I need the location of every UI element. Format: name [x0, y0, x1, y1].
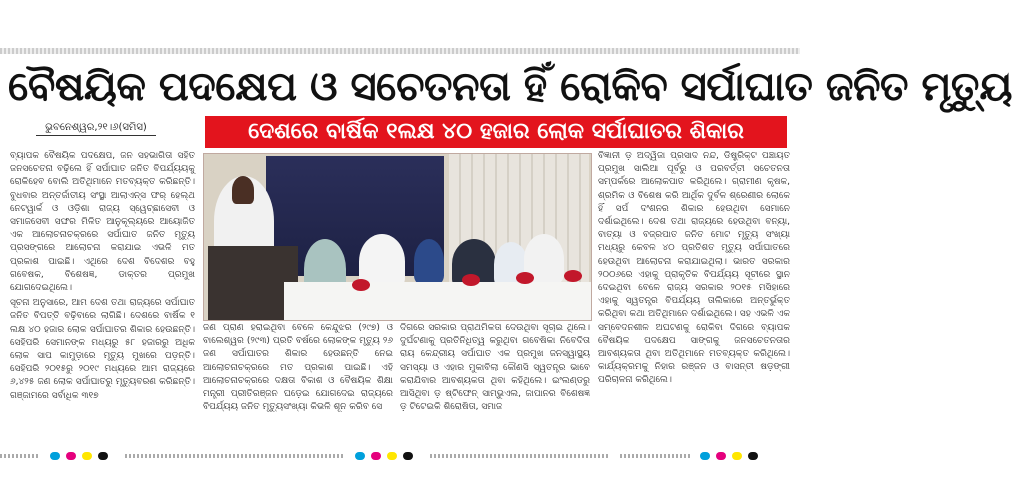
print-stripe [430, 454, 610, 458]
column-1 [10, 150, 195, 428]
top-border [0, 48, 800, 54]
bouquet [516, 272, 534, 284]
event-photo [203, 153, 592, 321]
magenta-mark [66, 452, 76, 460]
bouquet [352, 279, 370, 291]
yellow-mark [732, 452, 742, 460]
cyan-mark [355, 452, 365, 460]
print-stripe [125, 454, 345, 458]
column-2 [203, 322, 393, 428]
paragraph: ଜଣ ପ୍ରାଣ ହରାଇଥିବା ବେଳେ କେନ୍ଦୁଝର (୨୯୭) ଓ ବାଲେଶ୍ୱର (୨୯୩) ପ୍ରତି ବର୍ଷରେ ଲୋକଙ୍କ ମୃତ୍ୟୁ ୨୬ ଜଣ ସର୍ପାଘାତର ଶିକାର ହେଉଛନ୍ତି ନେଇ ଆଲୋଚନାଚକ୍ରରେ ମତ ପ୍ରକାଶ ପାଇଛି। ଏହି ଆଲୋଚନାଚକ୍ରରେ ଦକ୍ଷତା ବିକାଶ ଓ ବୈଷୟିକ ଶିକ୍ଷା ମନ୍ତ୍ରୀ ପ୍ରୀତିରଞ୍ଜନ ଘଡ଼େଇ ଯୋଗଦେଇ ରାଜ୍ୟରେ ବିପର୍ଯ୍ୟୟ ଜନିତ ମୃତ୍ୟୁସଂଖ୍ୟା କିଭଳି ଶୂନ କରିବ ସେ [203, 323, 393, 413]
registration-marks [700, 452, 764, 460]
cyan-mark [700, 452, 710, 460]
black-mark [403, 452, 413, 460]
yellow-mark [82, 452, 92, 460]
black-mark [98, 452, 108, 460]
paragraph: ବିଜ୍ଞାନୀ ଡ଼ ଅଦ୍ୱିଜା ପ୍ରସାଦ ନନ୍ଦ, ଡିଷ୍ଟ୍ରିକ୍ଟ ପଞ୍ଚାୟତ ପ୍ରମୁଖ ସାଲିଆ ପୂର୍ବରୁ ଓ ପରବର୍ତ୍ତୀ ସଚେତନତା ସମ୍ପର୍କରେ ଆଲୋକପାତ କରିଥିଲେ। ଗ୍ରାମୀଣ କୃଷକ, ଶ୍ରମିକ ଓ ବିଶେଷ କରି ଆର୍ଥିକ ଦୁର୍ବଳ ଶ୍ରେଣୀର ଲୋକେ ହିଁ ସର୍ପ ଦଂଶନର ଶିକାର ହେଉଥିବା ସେମାନେ ଦର୍ଶାଇଥିଲେ। ଦେଶ ତଥା ରାଜ୍ୟରେ ହେଉଥିବା ବନ୍ୟା, ବାତ୍ୟା ଓ ବଜ୍ରପାତ ଜନିତ ମୋଟ ମୃତ୍ୟୁ ସଂଖ୍ୟା ମଧ୍ୟରୁ କେବଳ ୪୦ ପ୍ରତିଶତ ମୃତ୍ୟୁ ସର୍ପାଘାତରେ ହେଉଥିବା ଆଲୋଚନା କରାଯାଇଥିଲା। ଭାରତ ସରକାର ୨୦୦୬ରେ ଏହାକୁ ପ୍ରାକୃତିକ ବିପର୍ଯ୍ୟୟ ସୂଚୀରେ ସ୍ଥାନ ଦେଇଥିବା ବେଳେ ରାଜ୍ୟ ସରକାର ୨୦୧୫ ମସିହାରେ ଏହାକୁ ସ୍ୱତନ୍ତ୍ର ବିପର୍ଯ୍ୟୟ ତାଲିକାରେ ଅନ୍ତର୍ଭୁକ୍ତ କରିଥିବା କଥା ଅତିଥିମାନେ ଦର୍ଶାଇଥିଲେ। ସହ ଏଭଳି ଏକ ସମ୍ବେଦନଶୀଳ ଅଘଟଣକୁ ରୋକିବା ଦିଗରେ ବ୍ୟାପକ ବୈଷୟିକ ପଦକ୍ଷେପ ସାଙ୍ଗକୁ ଜନସଚେତନତାର ଆବଶ୍ୟକତା ଥିବା ଅତିଥିମାନେ ମତବ୍ୟକ୍ତ କରିଥିଲେ। କାର୍ଯ୍ୟକ୍ରମକୁ ନିହାର ରଞ୍ଜନ ଓ ବାସନ୍ତୀ ଷଡ଼ଙ୍ଗୀ ପରିଚାଳନା କରିଥିଲେ। [598, 151, 790, 386]
magenta-mark [371, 452, 381, 460]
subheadline-banner: ଦେଶରେ ବାର୍ଷିକ ୧ଲକ୍ଷ ୪୦ ହଜାର ଲୋକ ସର୍ପାଘାତର ଶିକାର [205, 116, 787, 148]
column-4 [598, 150, 790, 428]
print-stripe [0, 454, 40, 458]
paragraph: ବ୍ୟାପକ ବୈଷୟିକ ପଦକ୍ଷେପ, ଜନ ସହଭାଗିତା ସହିତ ଜନସଚେତନା ବଢ଼ିଲେ ହିଁ ସର୍ପାଘାତ ଜନିତ ବିପର୍ଯ୍ୟୟକୁ ରୋକିହେବ ବୋଲି ଅତିଥିମାନେ ମତବ୍ୟକ୍ତ କରିଛନ୍ତି। ବୁଧବାର ଅନ୍ତର୍ଜାତୀୟ ସଂସ୍ଥା ଆଲାଏନ୍ସ ଫର୍ ହେଲ୍ଥ ନେଟୱାର୍କ ଓ ଓଡ଼ିଶା ରାଜ୍ୟ ସ୍ୱେଚ୍ଛାସେବୀ ଓ ସମାଜସେବୀ ସଙ୍ଘର ମିଳିତ ଆନୁକୂଲ୍ୟରେ ଆୟୋଜିତ ଏକ ଆଲୋଚନାଚକ୍ରରେ ସର୍ପାଘାତ ଜନିତ ମୃତ୍ୟୁ ପ୍ରସଙ୍ଗରେ ଆଲୋଚନା କରାଯାଇ ଏଭଳି ମତ ପ୍ରକାଶ ପାଇଛି। ଏଥିରେ ଦେଶ ବିଦେଶର ବହୁ ଗବେଷକ, ବିଶେଷଜ୍ଞ, ଡାକ୍ତର ପ୍ରମୁଖ ଯୋଗଦେଇଥିଲେ। [10, 151, 195, 294]
yellow-mark [387, 452, 397, 460]
paragraph: ଦିଗରେ ସରକାର ପ୍ରାଥମିକତା ଦେଉଥିବା ସୂଚାଇ ଥିଲେ। ଦୁର୍ଘଟଣାକୁ ପ୍ରତିନିଧିତ୍ୱ କରୁଥିବା ଗବେଷିକା ନିବେଦିତା ରାୟ କେନ୍ଦ୍ରୀୟ ସର୍ପାଘାତ ଏକ ପ୍ରମୁଖ ଜନସ୍ୱାସ୍ଥ୍ୟ ସମସ୍ୟା ଓ ଏହାର ମୁକାବିଲା କୌଣସି ସ୍ୱତନ୍ତ୍ର ଭାବେ କରାଯିବାର ଆବଶ୍ୟକତା ଥିବା କହିଥିଲେ। ଇଂଲଣ୍ଡରୁ ଆସିଥିବା ଡ଼ ଷ୍ଟିଫେନ୍ ସାମ୍ଭୁଏଲ, ଜାପାନର ବିଶେଷଜ୍ଞ ଡ଼ ଟିଟେଇକି ଶିରୋଷିତା, ସମାଜ [400, 323, 590, 413]
cyan-mark [50, 452, 60, 460]
black-mark [748, 452, 758, 460]
table [284, 282, 591, 320]
panelist [414, 239, 444, 284]
print-stripe [620, 454, 690, 458]
speaker-head [232, 176, 254, 204]
registration-marks [50, 452, 114, 460]
magenta-mark [716, 452, 726, 460]
bouquet [564, 270, 582, 282]
bouquet [462, 274, 480, 286]
headline: ବୈଷୟିକ ପଦକ୍ଷେପ ଓ ସଚେତନତା ହିଁ ରୋକିବ ସର୍ପାଘାତ ଜନିତ ମୃତ୍ୟୁ [8, 64, 1012, 110]
paragraph: ସୂଚନା ଅନୁସାରେ, ଆମ ଦେଶ ତଥା ରାଜ୍ୟରେ ସର୍ପାଘାତ ଜନିତ ବିପତ୍ତି ବଢ଼ିବାରେ ଲାଗିଛି। ଦେଶରେ ବାର୍ଷିକ ୧ ଲକ୍ଷ ୪୦ ହଜାର ଲୋକ ସର୍ପାଘାତର ଶିକାର ହେଉଛନ୍ତି। ସେହିପରି ସେମାନଙ୍କ ମଧ୍ୟରୁ ୫୮ ହଜାରରୁ ଅଧିକ ଲୋକ ସାପ କାମୁଡ଼ାରେ ମୃତ୍ୟୁ ମୁଖରେ ପଡ଼ନ୍ତି। ସେହିପରି ୨୦୧୫ରୁ ୨୦୧୯ ମଧ୍ୟରେ ଆମ ରାଜ୍ୟରେ ୬,୪୨୫ ଜଣ ଲୋକ ସର୍ପାଘାତରୁ ମୃତ୍ୟୁବରଣ କରିଛନ୍ତି। ଗଞ୍ଜାମରେ ସର୍ବାଧିକ ୩୧୭ [10, 298, 195, 401]
registration-marks [355, 452, 419, 460]
column-3 [400, 322, 590, 428]
dateline: ଭୁବନେଶ୍ୱର,୨୧।୬(ସମିସ) [36, 122, 156, 136]
